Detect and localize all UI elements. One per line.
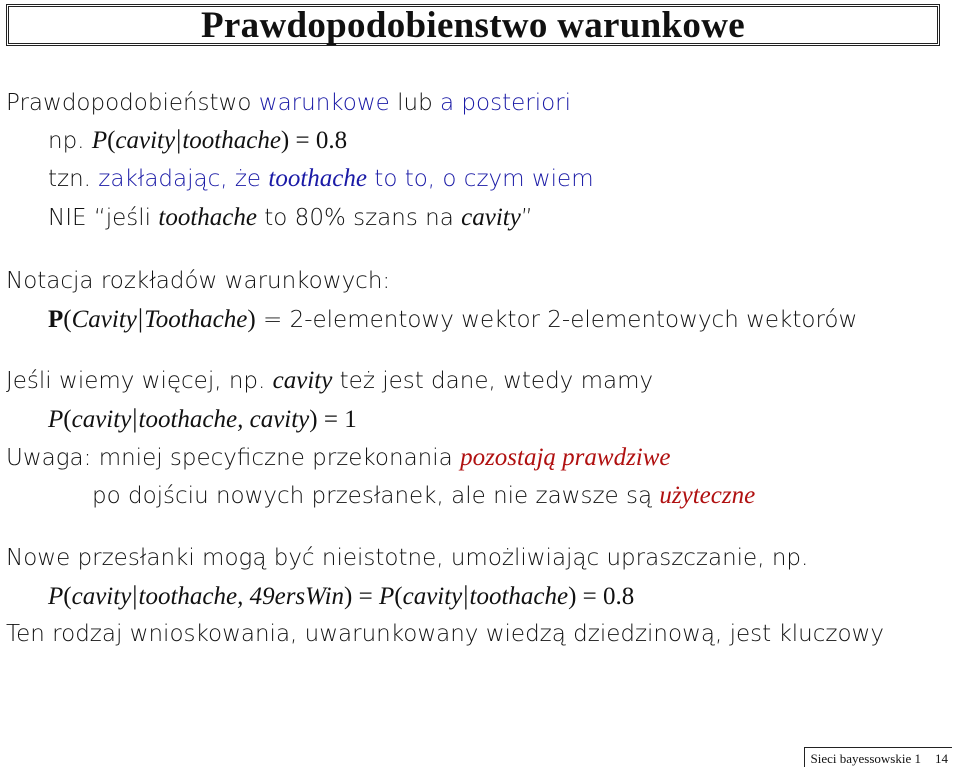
- text: NIE “jeśli: [48, 205, 159, 231]
- math-var: cavity: [71, 583, 132, 610]
- math-var: toothache, 49ersWin: [138, 583, 345, 610]
- term-warunkowe: warunkowe: [258, 90, 390, 116]
- line-more: [6, 366, 653, 396]
- text: też jest dane, wtedy mamy: [332, 368, 654, 394]
- math-paren: (: [63, 406, 72, 433]
- math-bold-p: P: [48, 306, 64, 333]
- given-bar: |: [132, 581, 138, 610]
- math-value: ) = 0.8: [568, 583, 635, 610]
- slide-footer: [804, 747, 952, 767]
- math-var: cavity: [71, 406, 132, 433]
- math-paren: (: [394, 583, 403, 610]
- math-var: cavity: [402, 583, 463, 610]
- text: Jeśli wiemy więcej, np.: [6, 368, 273, 394]
- math-p: P: [48, 406, 64, 433]
- line-meaning: [48, 164, 594, 194]
- math-var: cavity: [461, 204, 521, 231]
- line-vector: [48, 304, 857, 335]
- given-bar: |: [463, 581, 469, 610]
- text: Nowe przesłanki mogą być nieistotne, umożliwiając upraszczanie, np.: [6, 545, 809, 571]
- math-var: toothache, cavity: [138, 406, 310, 433]
- math-value: ) = 0.8: [280, 127, 348, 154]
- math-p: P: [48, 583, 64, 610]
- math-var: toothache: [268, 165, 367, 192]
- math-paren: (: [63, 583, 72, 610]
- line-example: [48, 125, 347, 156]
- math-var: cavity: [272, 367, 333, 394]
- term-know: to to, o czym wiem: [367, 166, 594, 192]
- given-bar: |: [137, 304, 144, 333]
- text: Prawdopodobieństwo: [6, 90, 259, 116]
- text: np.: [48, 128, 92, 154]
- text: ”: [520, 205, 533, 231]
- math-eq: ) =: [344, 583, 379, 610]
- term-remain-true: pozostają prawdziwe: [460, 444, 671, 471]
- text: Notacja rozkładów warunkowych:: [6, 268, 391, 294]
- slide-title: Prawdopodobienstwo warunkowe: [6, 4, 940, 46]
- text: to 80% szans na: [256, 205, 462, 231]
- line-note-cont: [92, 481, 755, 511]
- term-a-posteriori: a posteriori: [440, 90, 572, 116]
- line-not: [48, 203, 533, 233]
- line-conclusion: [6, 619, 884, 649]
- line-definition: [6, 88, 571, 118]
- math-p: P: [91, 127, 108, 154]
- math-var: toothache: [158, 204, 257, 231]
- given-bar: |: [176, 125, 182, 154]
- math-var: toothache: [182, 127, 281, 154]
- line-notation: [6, 266, 390, 296]
- text: po dojściu nowych przesłanek, ale nie zawsze są: [92, 483, 660, 509]
- line-note: [6, 443, 671, 473]
- math-var: toothache: [469, 583, 569, 610]
- math-p: P: [378, 583, 395, 610]
- math-paren: (: [63, 306, 72, 333]
- math-value: ) = 1: [309, 406, 357, 433]
- math-var: Toothache: [144, 306, 248, 333]
- term-assuming: zakładając, że: [98, 166, 269, 192]
- text: tzn.: [48, 166, 99, 192]
- math-paren: ): [247, 306, 256, 333]
- footer-page-number: 14: [935, 751, 948, 766]
- text: Uwaga: mniej specyficzne przekonania: [6, 445, 461, 471]
- given-bar: |: [132, 404, 138, 433]
- line-formula-2: [48, 581, 634, 612]
- footer-course: Sieci bayessowskie 1: [810, 751, 921, 766]
- math-var: cavity: [115, 127, 176, 154]
- text: = 2-elementowy wektor 2-elementowych wektorów: [255, 307, 858, 333]
- math-paren: (: [107, 127, 116, 154]
- math-var: Cavity: [71, 306, 137, 333]
- line-new-evidence: [6, 543, 808, 573]
- text: lub: [389, 90, 441, 116]
- line-formula-1: [48, 404, 357, 435]
- term-useful: użyteczne: [659, 482, 756, 509]
- text: Ten rodzaj wnioskowania, uwarunkowany wiedzą dziedzinową, jest kluczowy: [6, 621, 884, 647]
